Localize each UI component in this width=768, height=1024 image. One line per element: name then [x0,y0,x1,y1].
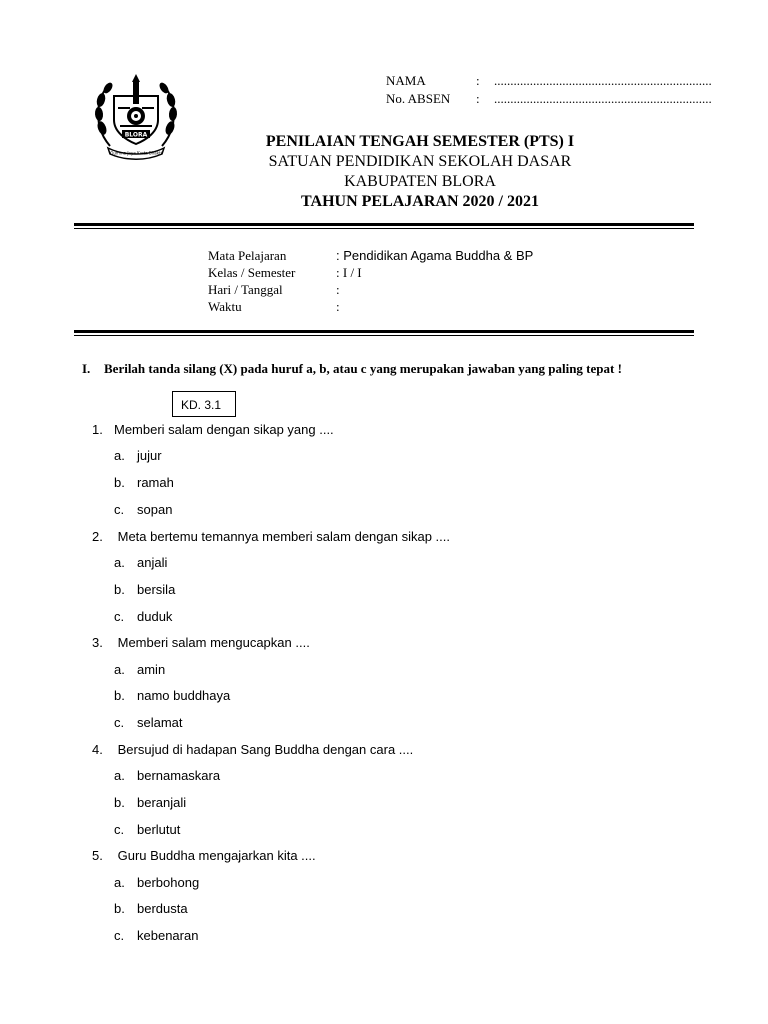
absen-fill[interactable]: ................................................................... [494,91,712,106]
option-5c[interactable] [114,928,198,943]
option-text: selamat [137,715,183,730]
top-divider [74,223,694,229]
question-number: 4. [92,742,103,757]
option-text: berdusta [137,901,188,916]
option-letter: b. [114,688,125,703]
meta-value: : [336,282,340,297]
absen-row [386,91,712,107]
option-letter: a. [114,448,125,463]
option-3b[interactable] [114,688,230,703]
option-text: namo buddhaya [137,688,231,703]
option-text: jujur [137,448,162,463]
option-text: bersila [137,582,176,597]
option-3c[interactable] [114,715,183,730]
option-letter: c. [114,822,125,837]
option-text: berbohong [137,875,200,890]
option-letter: c. [114,928,125,943]
logo-motto: Gumma Jaya Karta Bhakti [110,150,162,156]
option-text: anjali [137,555,168,570]
question-text: Memberi salam mengucapkan .... [114,635,310,650]
nama-fill[interactable]: ................................................................... [494,73,712,88]
option-4a[interactable] [114,768,220,783]
option-1c[interactable] [114,502,172,517]
section-instruction [82,360,692,377]
question-text: Guru Buddha mengajarkan kita .... [114,848,316,863]
option-text: duduk [137,609,173,624]
bottom-divider [74,330,694,336]
option-letter: b. [114,582,125,597]
option-3a[interactable] [114,662,165,677]
logo-text: BLORA [124,131,148,139]
question-number: 2. [92,529,103,544]
meta-value: : [336,299,340,314]
title-line-3: KABUPATEN BLORA [344,173,496,190]
nama-label: NAMA [386,73,426,88]
title-line-1: PENILAIAN TENGAH SEMESTER (PTS) I [265,133,575,150]
option-letter: a. [114,875,125,890]
question-1 [92,422,334,437]
meta-row-date [208,282,340,298]
question-4 [92,742,413,757]
option-4b[interactable] [114,795,186,810]
nama-row [386,73,712,89]
meta-label: Waktu [208,299,242,314]
option-letter: c. [114,502,125,517]
question-text: Bersujud di hadapan Sang Buddha dengan cara .... [114,742,414,757]
question-2 [92,529,450,544]
option-letter: a. [114,768,125,783]
title-line-2: SATUAN PENDIDIKAN SEKOLAH DASAR [268,153,572,170]
question-3 [92,635,310,650]
option-letter: a. [114,662,125,677]
question-number: 5. [92,848,103,863]
question-5 [92,848,316,863]
option-1a[interactable] [114,448,162,463]
meta-label: Mata Pelajaran [208,248,287,263]
question-number: 1. [92,422,103,437]
option-text: kebenaran [137,928,199,943]
absen-label: No. ABSEN [386,91,451,106]
instruction-text: Berilah tanda silang (X) pada huruf a, b, atau c yang merupakan jawaban yang paling tepat ! [104,361,622,376]
option-letter: b. [114,901,125,916]
option-letter: c. [114,609,125,624]
option-4c[interactable] [114,822,180,837]
meta-row-time [208,299,340,315]
blora-emblem-logo [90,68,182,160]
option-letter: b. [114,795,125,810]
option-5b[interactable] [114,901,188,916]
exam-title-block [200,132,640,212]
meta-row-subject [208,248,533,264]
option-letter: b. [114,475,125,490]
question-text: Memberi salam dengan sikap yang .... [114,422,334,437]
option-letter: a. [114,555,125,570]
option-letter: c. [114,715,125,730]
section-number: I. [82,361,91,376]
option-text: sopan [137,502,173,517]
option-text: ramah [137,475,174,490]
option-1b[interactable] [114,475,174,490]
meta-value: : I / I [336,265,362,280]
question-number: 3. [92,635,103,650]
question-text: Meta bertemu temannya memberi salam dengan sikap .... [114,529,450,544]
option-text: beranjali [137,795,187,810]
kd-box: KD. 3.1 [172,391,236,417]
option-2c[interactable] [114,609,172,624]
option-text: berlutut [137,822,181,837]
option-2a[interactable] [114,555,167,570]
title-line-4: TAHUN PELAJARAN 2020 / 2021 [301,193,539,210]
option-text: bernamaskara [137,768,221,783]
option-2b[interactable] [114,582,175,597]
meta-label: Hari / Tanggal [208,282,283,297]
option-5a[interactable] [114,875,199,890]
nama-colon: : [476,73,480,88]
meta-row-class [208,265,362,281]
meta-value: : Pendidikan Agama Buddha & BP [336,248,534,263]
option-text: amin [137,662,166,677]
absen-colon: : [476,91,480,106]
meta-label: Kelas / Semester [208,265,296,280]
